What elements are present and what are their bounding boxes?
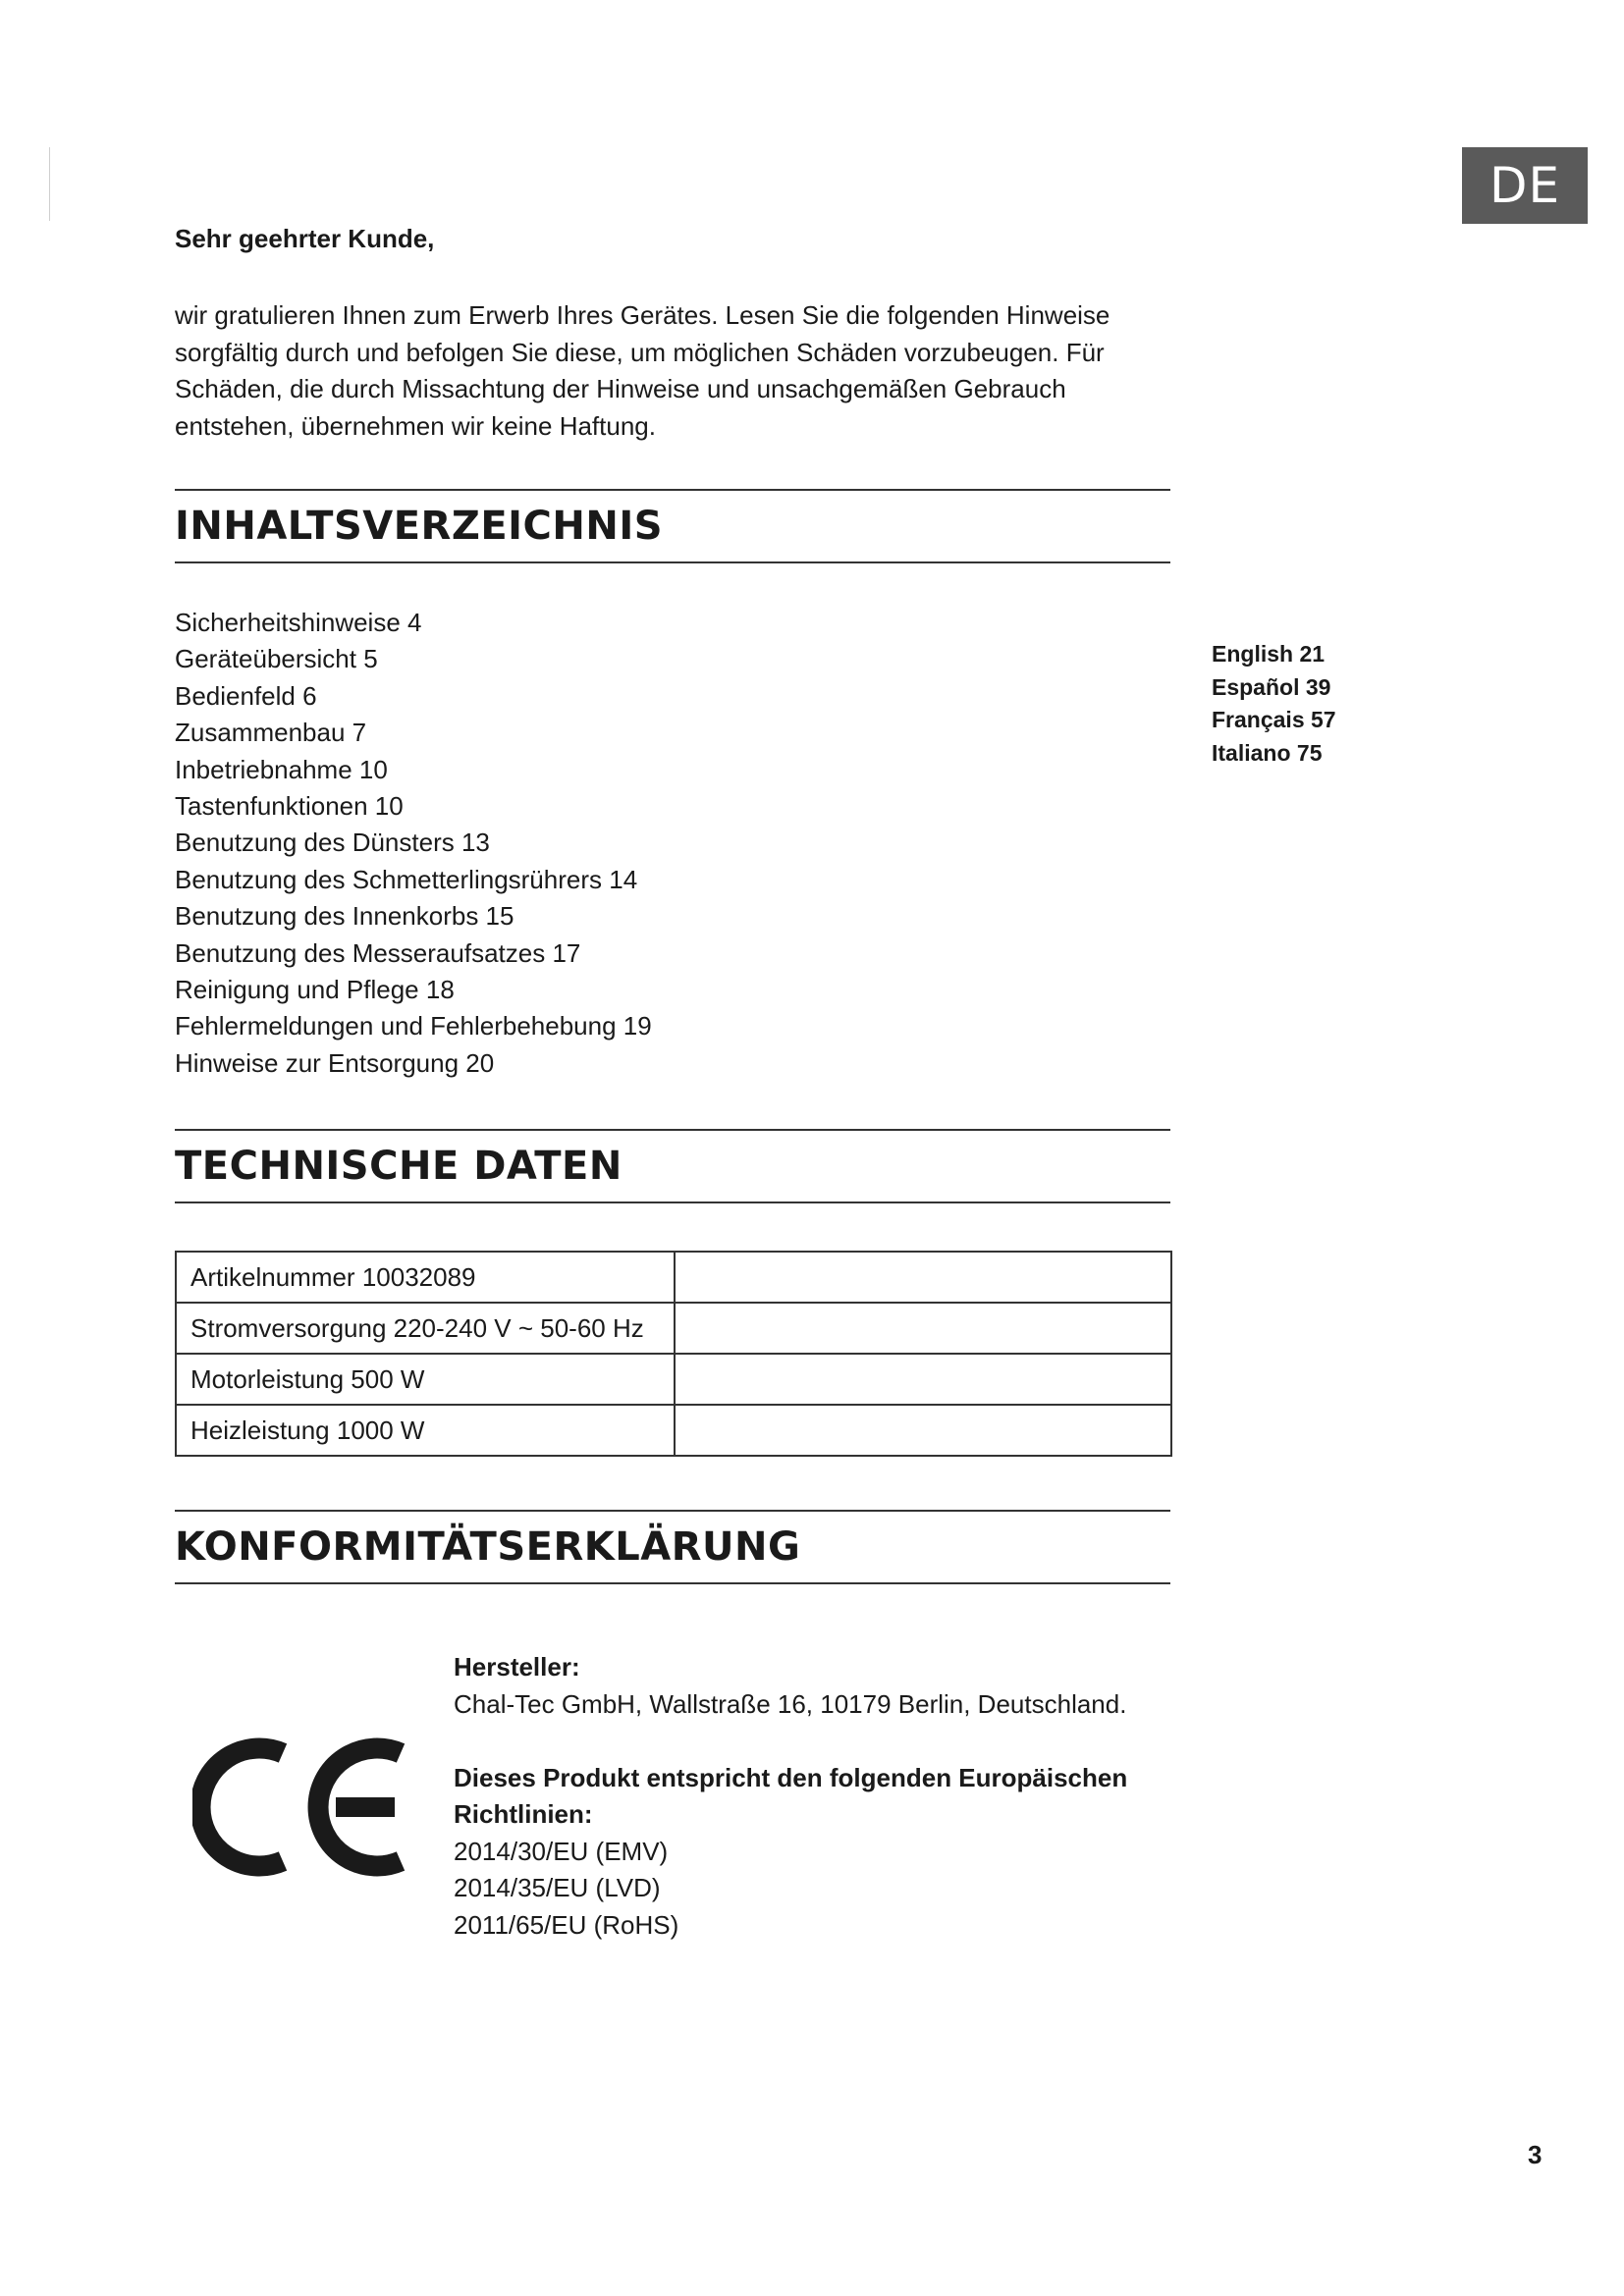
intro-line: entstehen, übernehmen wir keine Haftung. [175, 410, 656, 441]
manufacturer-label: Hersteller: [454, 1652, 580, 1682]
toc-item[interactable]: Hinweise zur Entsorgung 20 [175, 1047, 495, 1078]
toc-item[interactable]: Sicherheitshinweise 4 [175, 608, 422, 637]
table-row [176, 1252, 1171, 1303]
spec-cell [675, 1252, 1171, 1303]
toc-heading-bar [175, 489, 1170, 563]
toc-item[interactable]: Benutzung des Innenkorbs 15 [175, 901, 514, 932]
toc-item[interactable]: Bedienfeld 6 [175, 680, 317, 711]
tech-heading: TECHNISCHE DATEN [175, 1144, 623, 1189]
toc-item[interactable]: Reinigung und Pflege 18 [175, 975, 455, 1005]
toc-item[interactable]: Zusammenbau 7 [175, 718, 367, 748]
toc-item[interactable]: Inbetriebnahme 10 [175, 754, 388, 784]
spec-table [175, 1251, 1172, 1457]
conformity-heading-bar [175, 1510, 1170, 1584]
language-link-french[interactable]: Français 57 [1212, 707, 1336, 732]
spec-cell [675, 1303, 1171, 1354]
spec-cell: Artikelnummer 10032089 [176, 1252, 675, 1303]
intro-line: sorgfältig durch und befolgen Sie diese, um möglichen Schäden vorzubeugen. Für [175, 337, 1105, 367]
language-link-italian[interactable]: Italiano 75 [1212, 739, 1323, 766]
spec-cell: Heizleistung 1000 W [176, 1405, 675, 1456]
language-tab: DE [1462, 147, 1588, 224]
table-row [176, 1303, 1171, 1354]
toc-item[interactable]: Geräteübersicht 5 [175, 644, 378, 674]
toc-heading: INHALTSVERZEICHNIS [175, 504, 664, 549]
conformity-heading: KONFORMITÄTSERKLÄRUNG [175, 1524, 801, 1570]
spec-cell: Stromversorgung 220-240 V ~ 50-60 Hz [176, 1303, 675, 1354]
table-row [176, 1354, 1171, 1405]
intro-line: Schäden, die durch Missachtung der Hinweise und unsachgemäßen Gebrauch [175, 374, 1066, 403]
page-number: 3 [1528, 2140, 1543, 2169]
other-languages [1212, 638, 1336, 770]
directive: 2014/30/EU (EMV) [454, 1836, 669, 1866]
conformity-statement: Richtlinien: [454, 1799, 593, 1829]
spec-cell [675, 1354, 1171, 1405]
ce-mark-icon [192, 1728, 416, 1887]
greeting: Sehr geehrter Kunde, [175, 224, 435, 253]
toc-item[interactable]: Benutzung des Messeraufsatzes 17 [175, 937, 581, 968]
table-of-contents [175, 605, 652, 1082]
spec-cell: Motorleistung 500 W [176, 1354, 675, 1405]
table-row [176, 1405, 1171, 1456]
margin-marker [49, 147, 50, 221]
intro-paragraph [175, 297, 1166, 445]
manufacturer-address: Chal-Tec GmbH, Wallstraße 16, 10179 Berlin, Deutschland. [454, 1688, 1127, 1719]
conformity-declaration [454, 1649, 1127, 1944]
toc-item[interactable]: Tastenfunktionen 10 [175, 791, 404, 822]
toc-item[interactable]: Fehlermeldungen und Fehlerbehebung 19 [175, 1011, 652, 1041]
language-link-english[interactable]: English 21 [1212, 641, 1326, 667]
directive: 2014/35/EU (LVD) [454, 1873, 661, 1902]
toc-item[interactable]: Benutzung des Schmetterlingsrührers 14 [175, 864, 638, 894]
directive: 2011/65/EU (RoHS) [454, 1909, 679, 1940]
spec-cell [675, 1405, 1171, 1456]
tech-heading-bar [175, 1129, 1170, 1203]
toc-item[interactable]: Benutzung des Dünsters 13 [175, 828, 490, 858]
language-link-spanish[interactable]: Español 39 [1212, 673, 1331, 700]
intro-line: wir gratulieren Ihnen zum Erwerb Ihres Gerätes. Lesen Sie die folgenden Hinweise [175, 300, 1110, 330]
conformity-statement: Dieses Produkt entspricht den folgenden Europäischen [454, 1762, 1128, 1792]
